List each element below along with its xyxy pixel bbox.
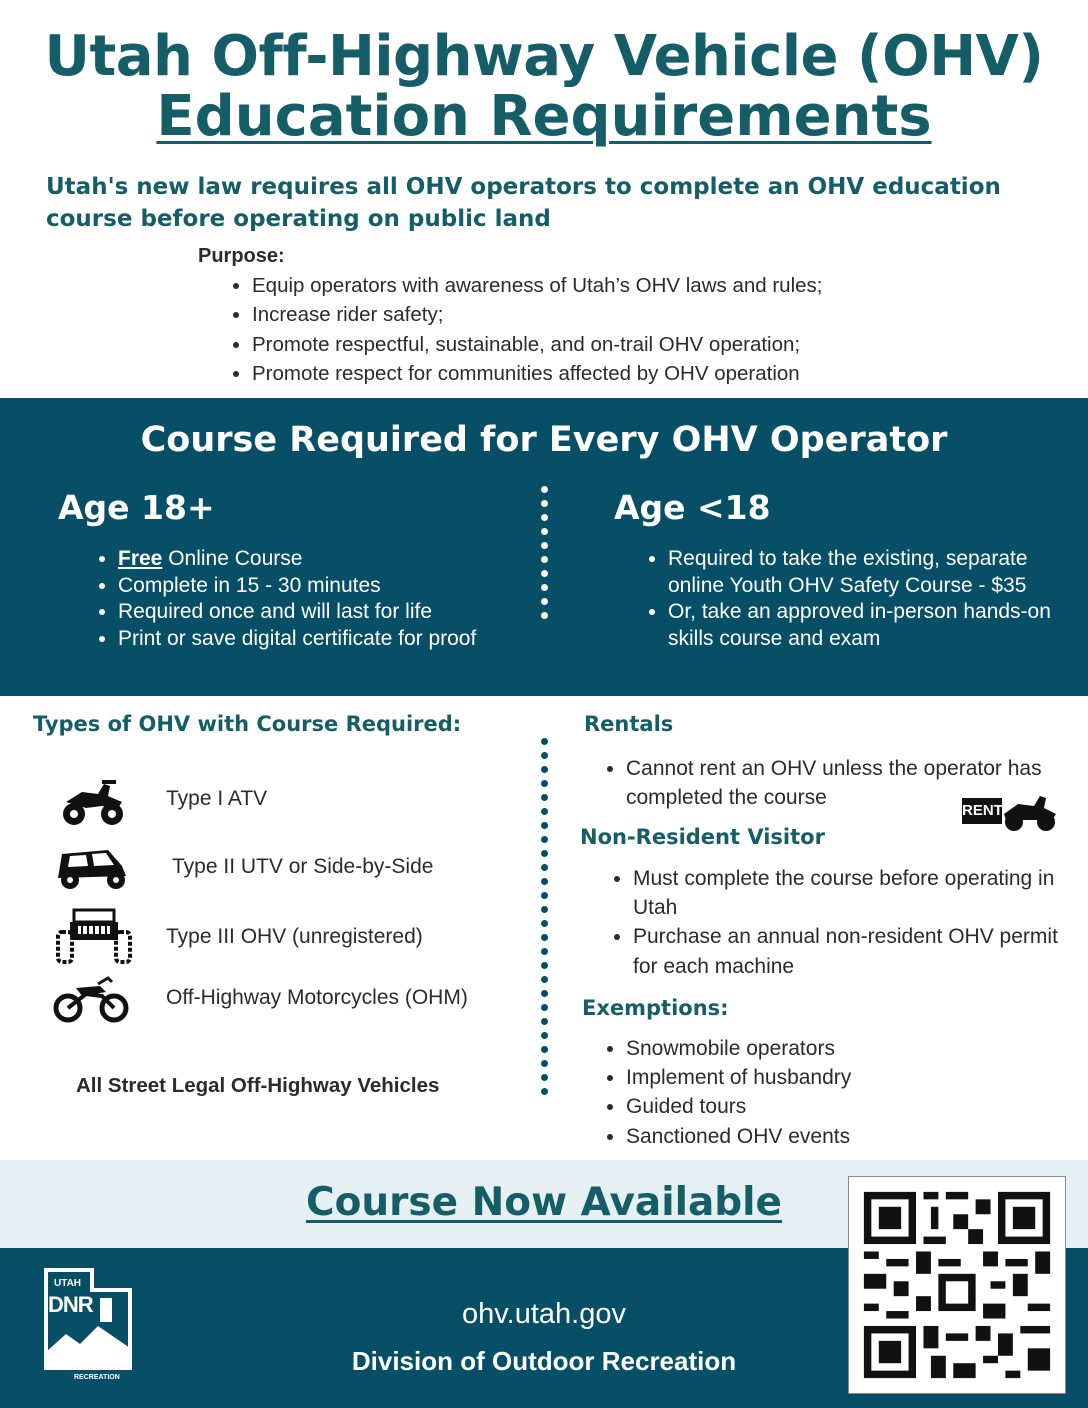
type-row-atv (52, 772, 512, 838)
nonresident-item: • Must complete the course before operating in Utah (633, 864, 1063, 922)
jeep-icon (52, 906, 132, 966)
rentals-heading: Rentals (584, 712, 674, 736)
nonresident-item: • Purchase an annual non-resident OHV permit for each machine (633, 922, 1063, 980)
type-row-jeep (52, 906, 512, 972)
age-adult-list (96, 546, 558, 652)
website-url[interactable]: ohv.utah.gov (462, 1298, 626, 1330)
age-youth-heading: Age <18 (614, 488, 771, 527)
exemptions-item: • Snowmobile operators (626, 1034, 1066, 1063)
age-adult-heading: Age 18+ (58, 488, 215, 527)
intro-text: Utah's new law requires all OHV operators to complete an OHV education course before operating on public land (46, 174, 1001, 232)
course-available-link[interactable]: Course Now Available (305, 1180, 783, 1225)
age-adult-item: • Print or save digital certificate for proof (118, 626, 558, 653)
band-divider (539, 486, 549, 626)
age-adult-item: • Complete in 15 - 30 minutes (118, 573, 558, 600)
atv-icon (52, 772, 132, 832)
nonresident-heading: Non-Resident Visitor (580, 825, 825, 849)
qr-code[interactable] (848, 1176, 1066, 1394)
purpose-label: Purpose: (198, 245, 285, 267)
exemptions-item: • Guided tours (626, 1092, 1066, 1121)
dnr-logo: UTAH DNR RECREATION (40, 1268, 134, 1386)
utv-icon (52, 836, 132, 896)
division-name: Division of Outdoor Recreation (351, 1346, 737, 1376)
course-band-title: Course Required for Every OHV Operator (140, 420, 948, 460)
free-label: Free (118, 547, 163, 570)
qr-code-icon (849, 1177, 1065, 1393)
exemptions-item: • Sanctioned OHV events (626, 1122, 1066, 1151)
age-adult-item: • Free Online Course (118, 546, 558, 573)
purpose-item: • Promote respectful, sustainable, and on-trail OHV operation; (252, 330, 823, 359)
age-adult-item: • Required once and will last for life (118, 599, 558, 626)
age-youth-item: • Required to take the existing, separate online Youth OHV Safety Course - $35 (668, 546, 1088, 599)
type-label: Off-Highway Motorcycles (OHM) (166, 986, 468, 1009)
atv-icon (1000, 790, 1058, 832)
section-divider (539, 738, 549, 1102)
age-youth-list (646, 546, 1088, 652)
purpose-list (230, 271, 823, 388)
rentals-item: • Cannot rent an OHV unless the operator has completed the course (626, 754, 1088, 812)
exemptions-heading: Exemptions: (582, 996, 729, 1020)
type-label: Type III OHV (unregistered) (166, 925, 423, 948)
nonresident-list (611, 864, 1063, 981)
purpose-item: • Promote respect for communities affected by OHV operation (252, 359, 823, 388)
exemptions-list (604, 1034, 1066, 1151)
types-heading: Types of OHV with Course Required: (33, 712, 462, 736)
exemptions-item: • Implement of husbandry (626, 1063, 1066, 1092)
type-label: Type I ATV (166, 787, 268, 810)
age-youth-item: • Or, take an approved in-person hands-on skills course and exam (668, 599, 1088, 652)
purpose-item: • Equip operators with awareness of Utah’s OHV laws and rules; (252, 271, 823, 300)
purpose-item: • Increase rider safety; (252, 300, 823, 329)
motorcycle-icon (52, 974, 132, 1034)
page-title-line1: Utah Off-Highway Vehicle (OHV) (44, 24, 1044, 89)
type-row-motorcycle (52, 974, 512, 1044)
street-legal-note: All Street Legal Off-Highway Vehicles (76, 1074, 440, 1097)
type-row-utv (52, 836, 512, 902)
page-title-line2: Education Requirements (156, 84, 932, 149)
type-label: Type II UTV or Side-by-Side (172, 855, 434, 878)
rent-badge: RENT (962, 790, 1058, 832)
